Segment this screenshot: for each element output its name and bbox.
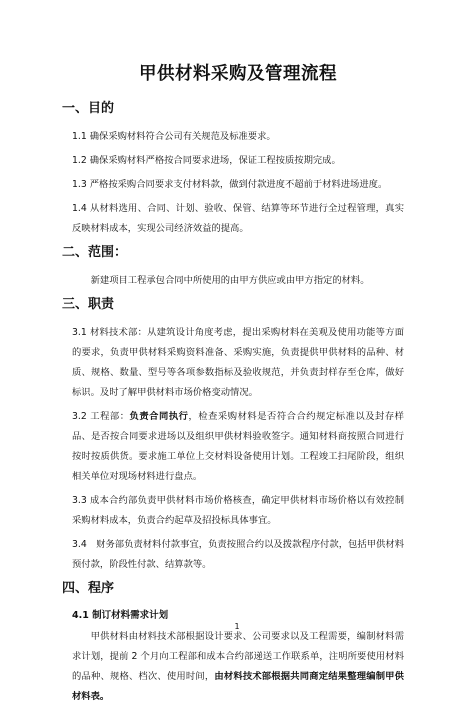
paragraph-1-1: 1.1 确保采购材料符合公司有关规范及标准要求。 [72, 131, 276, 142]
paragraph-3-2-rest: ，检查采购材料是否符合合约规定标准以及封存样品、是否按合同要求进场以及组织甲供材料验收签字。通知材料商按照合同进行按时按质供货。要求施工单位上交材料设备使用计划。工程竣工扫尾阶段，组织相关单位对现场材料进行盘点。 [72, 411, 404, 482]
subsection-heading-4-1: 4.1 制订材料需求计划 [72, 610, 169, 621]
page-number: 1 [234, 622, 240, 631]
page-title: 甲供材料采购及管理流程 [139, 64, 337, 84]
paragraph-3-2 [72, 407, 404, 487]
paragraph-4-1 [72, 627, 404, 707]
section-heading-purpose: 一、目的 [62, 101, 115, 116]
paragraph-1-4: 1.4 从材料选用、合同、计划、验收、保管、结算等环节进行全过程管理，真实反映材料成本，实现公司经济效益的提高。 [72, 203, 404, 234]
section-heading-scope: 二、范围： [62, 245, 128, 260]
paragraph-3-2-bold: 负责合同执行 [129, 411, 189, 422]
paragraph-3-1: 3.1 材料技术部：从建筑设计角度考虑，提出采购材料在美观及使用功能等方面的要求，负责甲供材料采购资料准备、采购实施，负责提供甲供材料的品种、材质、规格、数量、型号等各项参数指标及验收规范，并负责封样存至仓库，做好标识。及时了解甲供材料市场价格变动情况。 [72, 327, 404, 398]
section-heading-procedure: 四、程序 [62, 581, 115, 596]
paragraph-1-2: 1.2 确保采购材料严格按合同要求进场，保证工程按质按期完成。 [72, 155, 341, 166]
paragraph-4-1-bold: 由材料技术部根据共同商定结果整理编制甲供材料表。 [72, 671, 404, 702]
paragraph-1-3: 1.3 严格按采购合同要求支付材料款，做到付款进度不超前于材料进场进度。 [72, 179, 388, 190]
paragraph-3-4: 3.4 财务部负责材料付款事宜，负责按照合约以及拨款程序付款，包括甲供材料预付款，阶段性付款、结算款等。 [72, 539, 404, 570]
section-heading-duties: 三、职责 [62, 297, 115, 312]
paragraph-4-1-text: 甲供材料由材料技术部根据设计要求、公司要求以及工程需要，编制材料需求计划，提前 2 个月向工程部和成本合约部递送工作联系单，注明所要使用材料的品种、规格、档次、使用时间， [72, 631, 404, 682]
paragraph-scope: 新建项目工程承包合同中所使用的由甲方供应或由甲方指定的材料。 [90, 275, 370, 286]
paragraph-3-2-lead: 3.2 工程部： [72, 411, 130, 422]
paragraph-3-3: 3.3 成本合约部负责甲供材料市场价格核查，确定甲供材料市场价格以有效控制采购材料成本，负责合约起草及招投标具体事宜。 [72, 495, 404, 526]
